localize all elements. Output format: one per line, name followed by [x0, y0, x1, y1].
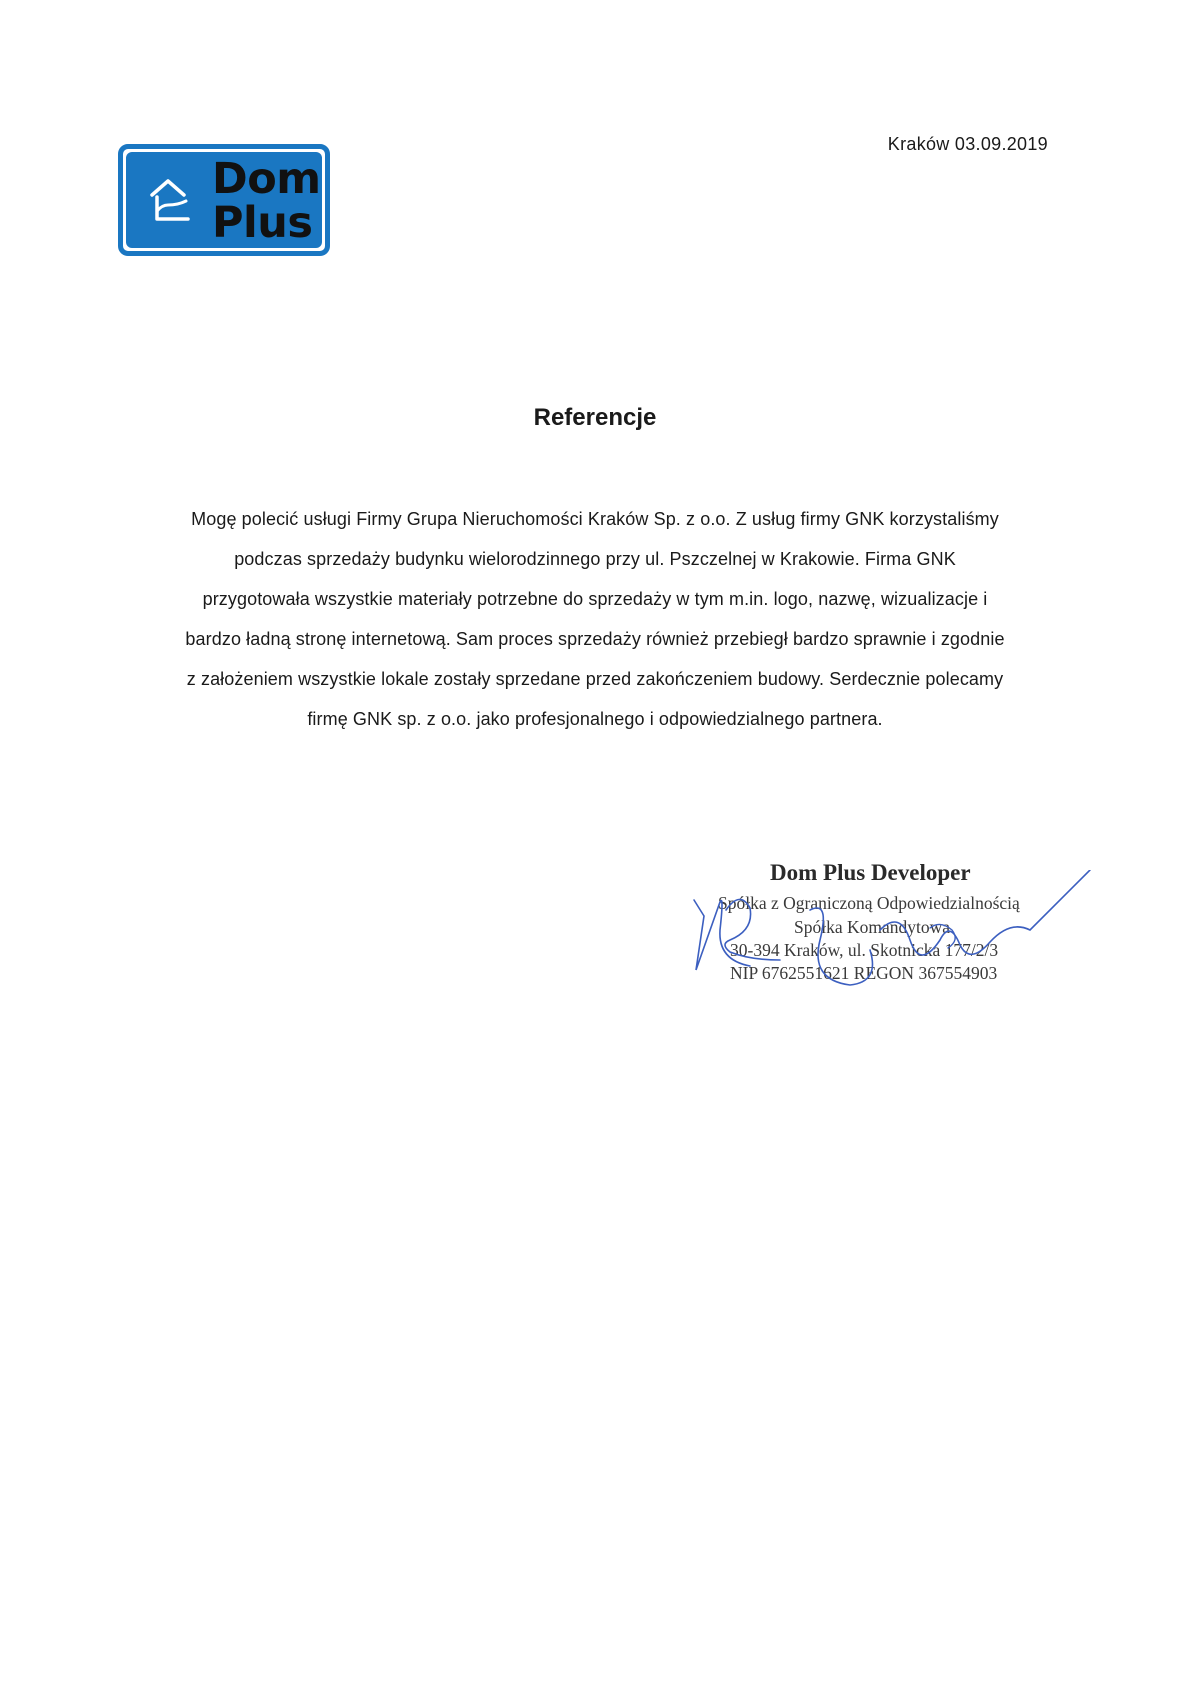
body-line: z założeniem wszystkie lokale zostały sprzedane przed zakończeniem budowy. Serdecznie polecamy: [186, 669, 1004, 689]
logo-background: [126, 152, 322, 248]
body-line: firmę GNK sp. z o.o. jako profesjonalnego i odpowiedzialnego partnera.: [307, 709, 883, 729]
document-title: Referencje: [533, 404, 657, 431]
handwritten-signature: [690, 870, 1100, 1000]
stamp-address: 30-394 Kraków, ul. Skotnicka 177/2/3: [730, 940, 999, 960]
document-date: Kraków 03.09.2019: [887, 134, 1048, 154]
body-line: przygotowała wszystkie materiały potrzebne do sprzedaży w tym m.in. logo, nazwę, wizualizacje i: [202, 589, 988, 609]
body-line: bardzo ładną stronę internetową. Sam proces sprzedaży również przebiegł bardzo sprawnie i zgodnie: [185, 629, 1005, 649]
house-icon: [148, 175, 194, 223]
stamp-partnership: Spółka Komandytowa: [794, 917, 951, 937]
stamp-legal-form: Spółka z Ograniczoną Odpowiedzialnością: [718, 893, 1020, 913]
body-line: podczas sprzedaży budynku wielorodzinnego przy ul. Pszczelnej w Krakowie. Firma GNK: [234, 549, 956, 569]
logo-text-dom: Dom: [212, 154, 321, 204]
stamp-tax-ids: NIP 6762551621 REGON 367554903: [730, 963, 998, 983]
logo-text-plus: Plus: [212, 198, 313, 248]
body-line: Mogę polecić usługi Firmy Grupa Nieruchomości Kraków Sp. z o.o. Z usług firmy GNK korzystaliśmy: [191, 509, 999, 529]
stamp-company-name: Dom Plus Developer: [770, 860, 971, 885]
dom-plus-logo: [118, 144, 330, 256]
